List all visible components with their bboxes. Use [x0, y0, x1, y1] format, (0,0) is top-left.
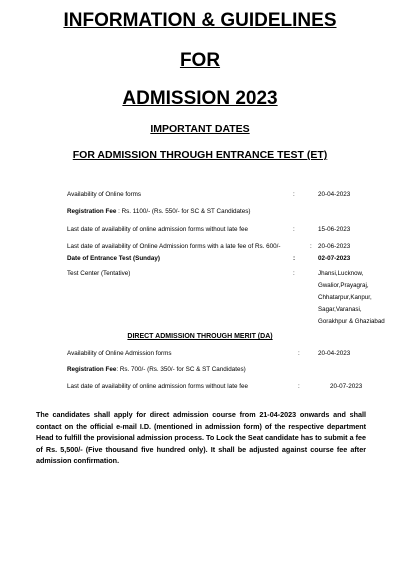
test-center-item: Chhatarpur,Kanpur, [318, 294, 372, 301]
date-value: 20-06-2023 [318, 243, 351, 250]
important-dates-heading: IMPORTANT DATES [150, 123, 250, 135]
date-value: 20-07-2023 [330, 383, 363, 390]
et-row-registration-fee: Registration Fee : Rs. 1100/- (Rs. 550/- for SC & ST Candidates) [67, 208, 251, 215]
et-section-heading: FOR ADMISSION THROUGH ENTRANCE TEST (ET) [72, 149, 328, 161]
date-value: 15-06-2023 [318, 226, 351, 233]
et-row-last-date-no-late-fee: Last date of availability of online admission forms without late fee : 15-06-2023 [0, 224, 400, 236]
date-value: 20-04-2023 [318, 350, 351, 357]
da-row-last-date-no-late-fee: Last date of availability of online admission forms without late fee : 20-07-2023 [0, 381, 400, 393]
for-heading: FOR [179, 50, 221, 71]
et-row-last-date-late-fee: Last date of availability of Online Admission forms with a late fee of Rs. 600/- : 20-06-2023 [0, 241, 400, 253]
test-center-item: Gwalior,Prayagraj, [318, 282, 369, 289]
admission-year-heading: ADMISSION 2023 [122, 88, 278, 109]
et-row-test-center: Test Center (Tentative) : [67, 270, 295, 277]
et-row-entrance-test-date: Date of Entrance Test (Sunday) : 02-07-2023 [0, 253, 400, 265]
date-value: 02-07-2023 [318, 255, 351, 262]
da-row-online-forms: Availability of Online Admission forms : 20-04-2023 [0, 348, 400, 360]
test-center-item: Sagar,Varanasi, [318, 306, 362, 313]
da-row-registration-fee: Registration Fee: Rs. 700/- (Rs. 350/- for SC & ST Candidates) [67, 366, 246, 373]
et-row-online-forms: Availability of Online forms : 20-04-2023 [0, 189, 400, 201]
test-center-list [318, 268, 385, 328]
test-center-item: Jhansi,Lucknow, [318, 270, 364, 277]
da-section-heading: DIRECT ADMISSION THROUGH MERIT (DA) [127, 333, 273, 340]
test-center-item: Gorakhpur & Ghaziabad [318, 318, 385, 325]
date-value: 20-04-2023 [318, 191, 351, 198]
main-title: INFORMATION & GUIDELINES [63, 10, 337, 31]
direct-admission-note: The candidates shall apply for direct admission course from 21-04-2023 onwards and shall contact on the official e-mail I.D. (mentioned in admission form) of the respective department Head to fulfill the provisional admission process. To Lock the Seat candidate has to submit a fee of Rs. 5,500/- (Five thousand five hundred only). It shall be adjusted against course fee after admission confirmation. [36, 410, 366, 465]
